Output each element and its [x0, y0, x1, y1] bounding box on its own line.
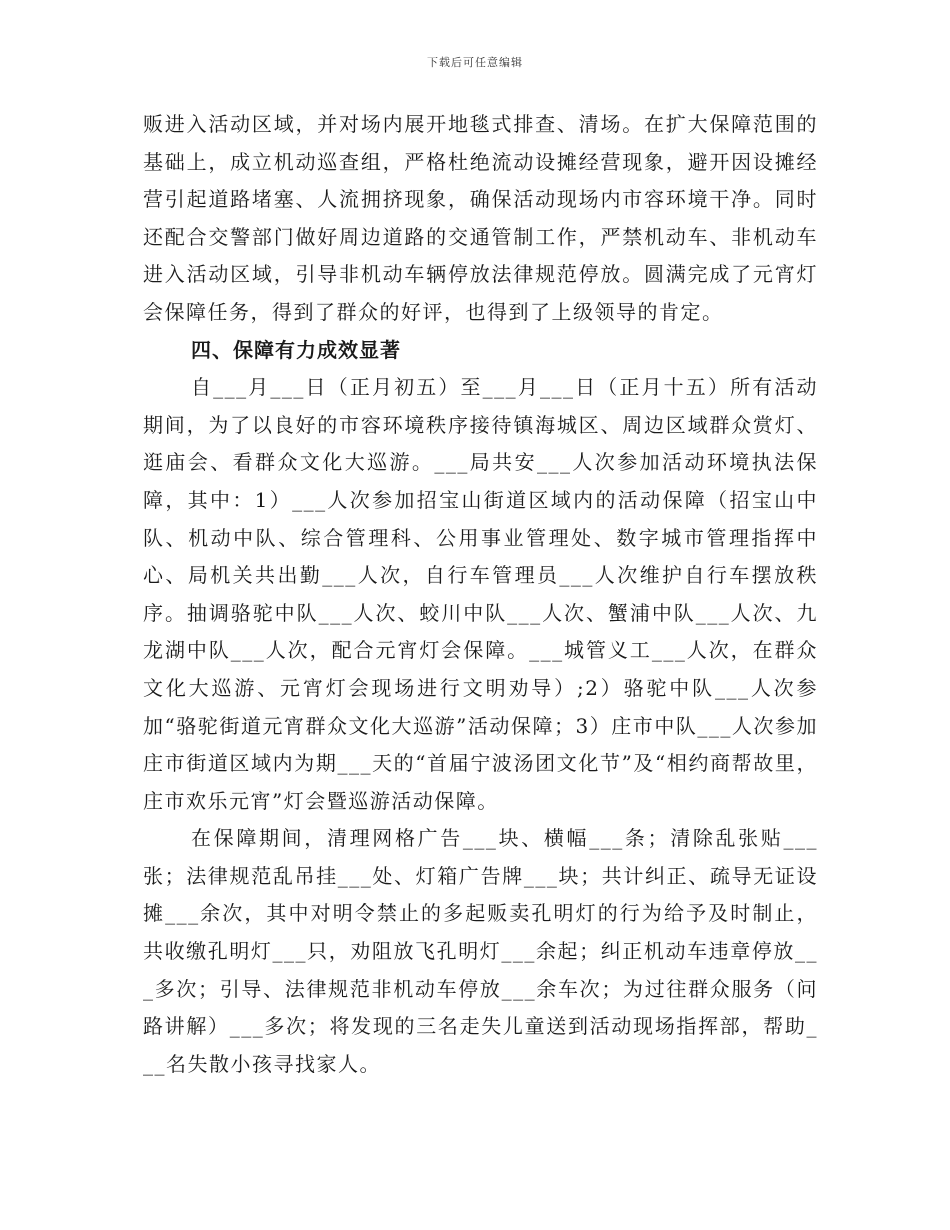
- paragraph-activity-period: 自___月___日（正月初五）至___月___日（正月十五）所有活动期间，为了以良好的市容环境秩序接待镇海城区、周边区域群众赏灯、逛庙会、看群众文化大巡游。___局共安___人次参加活动环境执法保障，其中：1）___人次参加招宝山街道区域内的活动保障（招宝山中队、机动中队、综合管理科、公用事业管理处、数字城市管理指挥中心、局机关共出勤___人次，自行车管理员___人次维护自行车摆放秩序。抽调骆驼中队___人次、蛟川中队___人次、蟹浦中队___人次、九龙湖中队___人次，配合元宵灯会保障。___城管义工___人次，在群众文化大巡游、元宵灯会现场进行文明劝导）;2）骆驼中队___人次参加“骆驼街道元宵群众文化大巡游”活动保障；3）庄市中队___人次参加庄市街道区域内为期___天的“首届宁波汤团文化节”及“相约商帮故里，庄市欢乐元宵”灯会暨巡游活动保障。: [143, 375, 818, 813]
- paragraph-results: 在保障期间，清理网格广告___块、横幅___条；清除乱张贴___张；法律规范乱吊挂___处、灯箱广告牌___块；共计纠正、疏导无证设摊___余次，其中对明令禁止的多起贩卖孔明灯的行为给予及时制止，共收缴孔明灯___只，劝阻放飞孔明灯___余起；纠正机动车违章停放___多次；引导、法律规范非机动车停放___余车次；为过往群众服务（问路讲解）___多次；将发现的三名走失儿童送到活动现场指挥部，帮助___名失散小孩寻找家人。: [143, 826, 818, 1076]
- paragraph-continuation: 贩进入活动区域，并对场内展开地毯式排查、清场。在扩大保障范围的基础上，成立机动巡查组，严格杜绝流动设摊经营现象，避开因设摊经营引起道路堵塞、人流拥挤现象，确保活动现场内市容环境干净。同时还配合交警部门做好周边道路的交通管制工作，严禁机动车、非机动车进入活动区域，引导非机动车辆停放法律规范停放。圆满完成了元宵灯会保障任务，得到了群众的好评，也得到了上级领导的肯定。: [143, 112, 818, 324]
- page-header: 下载后可任意编辑: [427, 56, 523, 69]
- section-heading: 四、保障有力成效显著: [191, 337, 401, 362]
- document-body: [143, 106, 818, 1083]
